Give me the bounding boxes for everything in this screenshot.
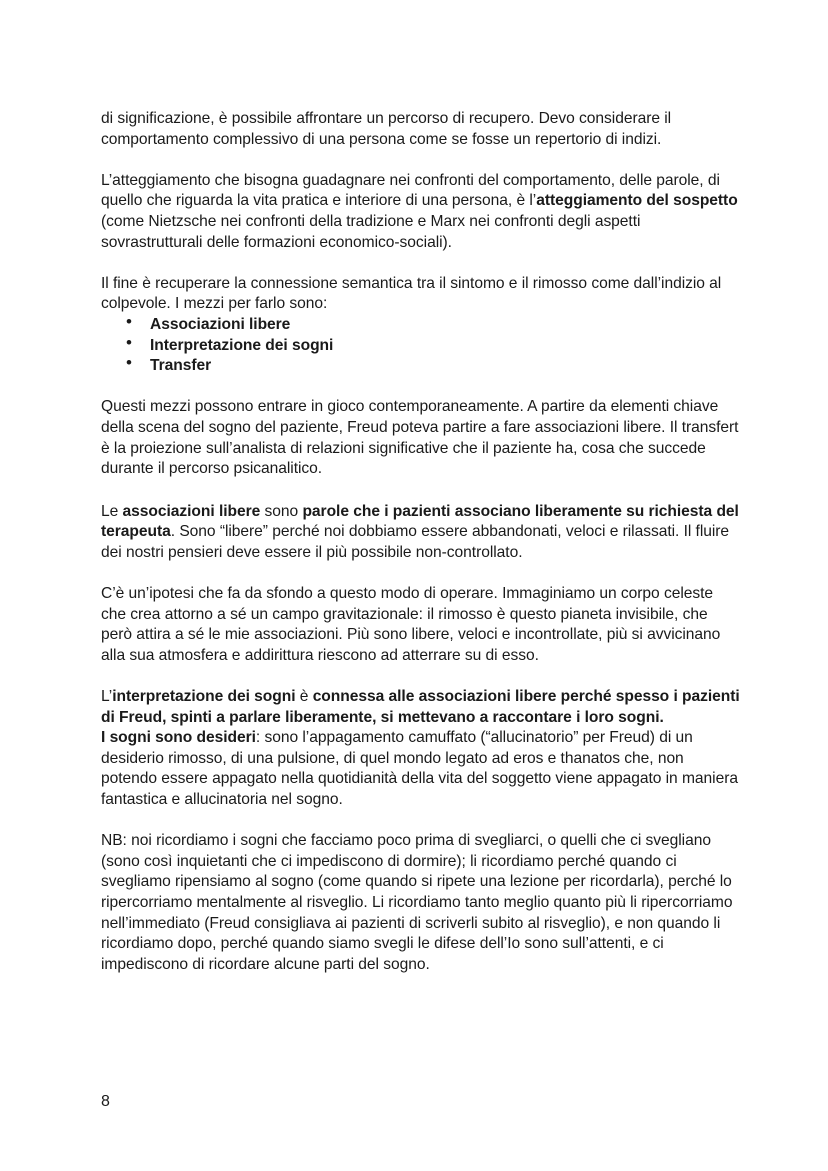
paragraph-5-bold-b: associazioni libere: [122, 502, 261, 520]
paragraph-8-text-b: : sono l’appagamento camuffato (“allucinatorio” per Freud) di un desiderio rimosso, di una pulsione, di quel mondo legato ad eros e thanatos che, non potendo essere appagato nella quotidianità della vita del soggetto viene appagato in maniera fantastica e allucinatoria nel sogno.: [101, 729, 738, 808]
paragraph-7-bold-d: connessa alle associazioni libere perché spesso i pazienti di Freud, spinti a parlare liberamente, si mettevano a raccontare i loro sogni.: [101, 688, 740, 726]
page-number: 8: [101, 1093, 110, 1110]
list-item: • Transfer: [101, 356, 741, 377]
paragraph-8: [101, 728, 741, 810]
paragraph-7-bold-b: interpretazione dei sogni: [112, 688, 296, 706]
paragraph-7: [101, 687, 741, 728]
paragraph-4: Questi mezzi possono entrare in gioco contemporaneamente. A partire da elementi chiave della scena del sogno del paziente, Freud poteva partire a fare associazioni libere. Il transfert è la proiezione sull’analista di relazioni significative che il paziente ha, cosa che succede durante il percorso psicanalitico.: [101, 398, 739, 478]
paragraph-8-bold-a: I sogni sono desideri: [101, 729, 256, 747]
paragraph-5-text-a: Le: [101, 502, 123, 520]
paragraph-5-text-e: . Sono “libere” perché noi dobbiamo essere abbandonati, veloci e rilassati. Il fluire dei nostri pensieri deve essere il più possibile non-controllato.: [101, 523, 730, 561]
paragraph-2-text-a: L’atteggiamento che bisogna guadagnare nei confronti del comportamento, delle parole, di quello che riguarda la vita pratica e interiore di una persona, è l’: [101, 171, 720, 210]
paragraph-5-text-c: sono: [260, 502, 303, 520]
paragraph-2: [101, 171, 741, 253]
paragraph-7-text-c: è: [295, 688, 313, 706]
paragraph-9: NB: noi ricordiamo i sogni che facciamo poco prima di svegliarci, o quelli che ci svegliano (sono così inquietanti che ci impediscono di dormire); li ricordiamo perché quando ci svegliamo ripensiamo al sogno (come quando si ripete una lezione per ricordarla), perché lo ripercorriamo mentalmente al risveglio. Li ricordiamo tanto meglio quanto più li ripercorriamo nell’immediato (Freud consigliava ai pazienti di scriverli subito al risveglio), e non quando li ricordiamo dopo, perché quando siamo svegli le difese dell’Io sono sull’attenti, e ci impediscono di ricordare alcune parti del sogno.: [101, 832, 733, 973]
paragraph-5: [101, 502, 741, 564]
paragraph-3: Il fine è recuperare la connessione semantica tra il sintomo e il rimosso come dall’indizio al colpevole. I mezzi per farlo sono:: [101, 274, 722, 313]
paragraph-7-text-a: L’: [101, 688, 113, 706]
page-body: [101, 109, 741, 975]
paragraph-6: C’è un’ipotesi che fa da sfondo a questo modo di operare. Immaginiamo un corpo celeste che crea attorno a sé un campo gravitazionale: il rimosso è questo pianeta invisibile, che però attira a sé le mie associazioni. Più sono libere, veloci e incontrollate, più si avvicinano alla sua atmosfera e addirittura riescono ad atterrare su di esso.: [101, 585, 721, 664]
list-item: • Interpretazione dei sogni: [101, 336, 741, 357]
list-item: • Associazioni libere: [101, 315, 741, 336]
paragraph-1: di significazione, è possibile affrontare un percorso di recupero. Devo considerare il comportamento complessivo di una persona come se fosse un repertorio di indizi.: [101, 110, 672, 148]
paragraph-2-text-c: (come Nietzsche nei confronti della tradizione e Marx nei confronti degli aspetti sovrastrutturali delle formazioni economico-sociali).: [101, 212, 641, 251]
paragraph-2-bold: atteggiamento del sospetto: [536, 192, 738, 210]
methods-list: [101, 315, 741, 377]
paragraph-5-bold-d: parole che i pazienti associano liberamente su richiesta del terapeuta: [101, 502, 739, 541]
